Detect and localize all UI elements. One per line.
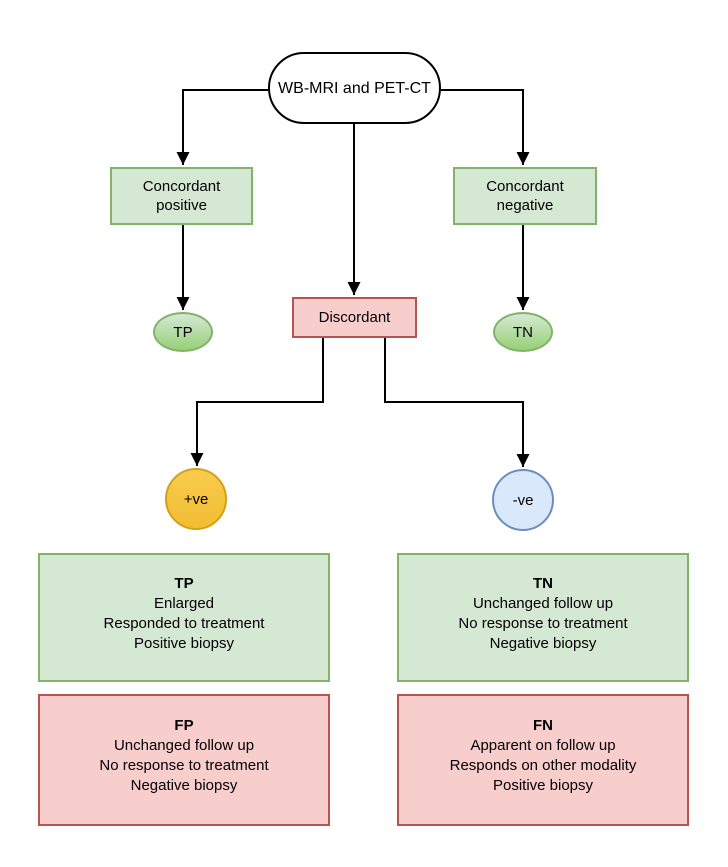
edge-root-to-concordant-positive — [183, 90, 268, 165]
node-root-label: WB-MRI and PET-CT — [278, 79, 431, 97]
result-line: Enlarged — [153, 594, 215, 612]
node-tp-label: TP — [173, 323, 193, 341]
result-line: Negative biopsy — [130, 777, 238, 794]
node-concordant-negative-label: Concordant negative — [486, 178, 564, 214]
node-root — [268, 52, 441, 124]
result-line: No response to treatment — [99, 757, 269, 774]
node-discordant — [292, 297, 417, 338]
result-line: Apparent on follow up — [470, 737, 616, 754]
node-positive-circle — [165, 468, 227, 530]
result-box-fn — [397, 694, 689, 826]
result-line: Responded to treatment — [103, 614, 265, 632]
result-title-tp: TP — [174, 574, 194, 592]
result-box-tp — [38, 553, 330, 682]
node-tn-label: TN — [513, 323, 533, 341]
node-discordant-label: Discordant — [318, 309, 391, 326]
node-negative-label: -ve — [512, 491, 534, 509]
result-title-tn: TN — [533, 574, 553, 592]
result-title-fp: FP — [174, 717, 194, 734]
result-line: Negative biopsy — [489, 634, 597, 652]
result-line: Unchanged follow up — [113, 737, 255, 754]
node-tp-ellipse — [153, 312, 213, 352]
node-positive-label: +ve — [183, 490, 209, 508]
result-line: No response to treatment — [458, 614, 628, 632]
result-box-fp — [38, 694, 330, 826]
result-line: Responds on other modality — [449, 757, 637, 774]
edge-root-to-concordant-negative — [441, 90, 523, 165]
node-tn-ellipse — [493, 312, 553, 352]
edge-discordant-to-negative — [385, 338, 523, 467]
node-negative-circle — [492, 469, 554, 531]
result-line: Positive biopsy — [492, 777, 594, 794]
result-box-tn — [397, 553, 689, 682]
node-concordant-negative — [453, 167, 597, 225]
node-concordant-positive — [110, 167, 253, 225]
result-line: Unchanged follow up — [472, 594, 614, 612]
result-title-fn: FN — [533, 717, 553, 734]
edge-discordant-to-positive — [197, 338, 323, 466]
result-line: Positive biopsy — [133, 634, 235, 652]
node-concordant-positive-label: Concordant positive — [142, 178, 221, 214]
